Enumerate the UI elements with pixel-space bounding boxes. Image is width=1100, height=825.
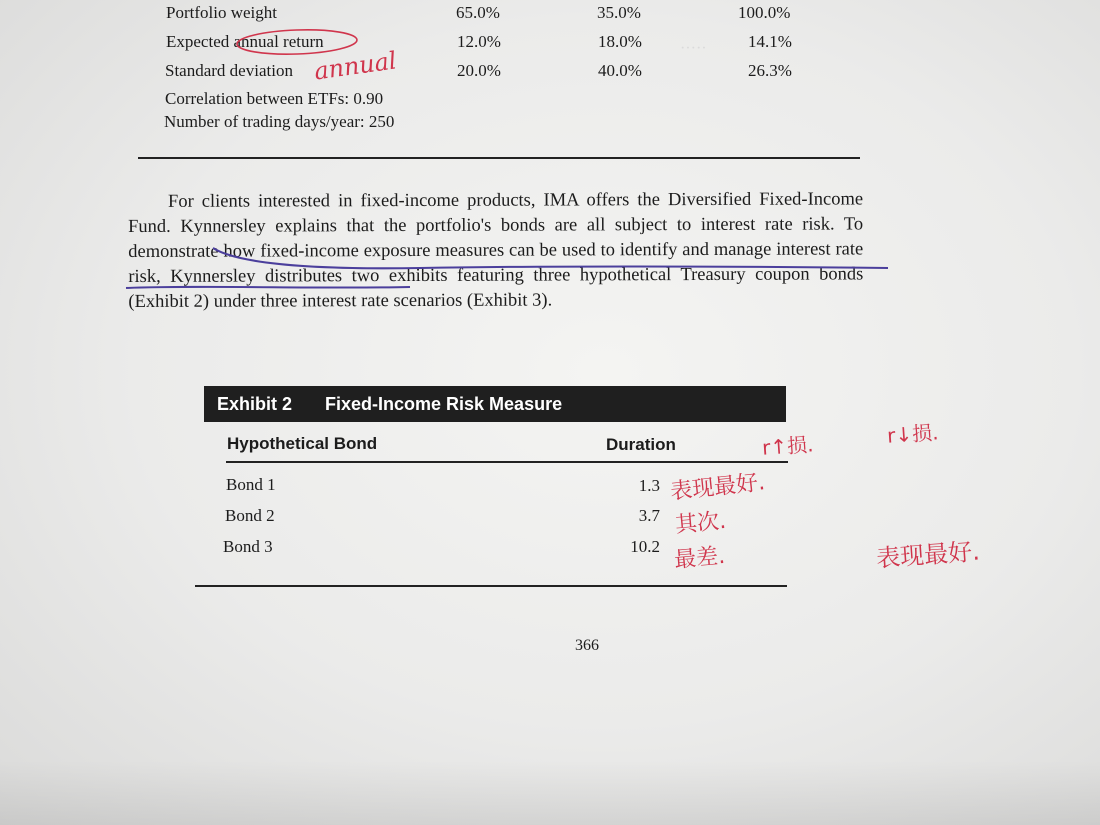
handwritten-r-up: r↑损. bbox=[761, 432, 815, 460]
row-label: Portfolio weight bbox=[166, 3, 277, 22]
cell-value: 40.0% bbox=[598, 61, 642, 80]
cell-value: 35.0% bbox=[597, 3, 641, 22]
exhibit-header-rule bbox=[226, 461, 788, 463]
bleed-through-text: ····· bbox=[680, 40, 707, 57]
row-label: Expected annual return bbox=[166, 32, 324, 51]
paragraph-text: For clients interested in fixed-income products, IMA offers the Diversified Fixed-Income Fund. Kynnersley explains that the portfolio's bonds are all subject to interest rate risk. To demonstrate how fixed-income exposure measures can be used to identify and manage interest rate risk, Kynnersley distributes two exhibits featuring three hypothetical Treasury coupon bonds (Exhibit 2) under three interest rate scenarios (Exhibit 3). bbox=[128, 189, 864, 312]
cell-value: 100.0% bbox=[738, 3, 791, 22]
cell-value: 18.0% bbox=[598, 32, 642, 51]
cell-value: 14.1% bbox=[748, 32, 792, 51]
bond-duration: 3.7 bbox=[638, 506, 660, 525]
exhibit-header-bar bbox=[204, 386, 786, 422]
bond-duration: 1.3 bbox=[638, 476, 660, 495]
handwritten-bond3-note: 最差. bbox=[673, 543, 727, 574]
page-shadow bbox=[0, 760, 1100, 825]
cell-value: 20.0% bbox=[457, 61, 501, 80]
column-header-bond: Hypothetical Bond bbox=[227, 434, 378, 453]
exhibit-bottom-rule bbox=[195, 585, 787, 587]
page-number: 366 bbox=[575, 637, 599, 654]
cell-value: 26.3% bbox=[748, 61, 792, 80]
column-header-duration: Duration bbox=[606, 435, 676, 454]
bond-duration: 10.2 bbox=[630, 537, 660, 556]
note-trading-days: Number of trading days/year: 250 bbox=[164, 112, 395, 131]
note-correlation: Correlation between ETFs: 0.90 bbox=[165, 89, 384, 108]
bond-name: Bond 3 bbox=[223, 537, 273, 556]
handwritten-r-down: r↓损. bbox=[886, 420, 940, 448]
exhibit-title: Fixed-Income Risk Measure bbox=[325, 394, 563, 414]
handwritten-right-note: 表现最好. bbox=[875, 537, 981, 573]
body-paragraph bbox=[128, 187, 863, 315]
cell-value: 65.0% bbox=[456, 3, 500, 22]
handwritten-bond1-note: 表现最好. bbox=[669, 470, 767, 505]
row-label: Standard deviation bbox=[165, 61, 293, 80]
bond-name: Bond 1 bbox=[226, 475, 276, 494]
table-bottom-rule bbox=[138, 157, 860, 159]
handwritten-annual: annual bbox=[312, 46, 399, 86]
exhibit-number: Exhibit 2 bbox=[217, 394, 293, 414]
handwritten-bond2-note: 其次. bbox=[674, 508, 728, 539]
cell-value: 12.0% bbox=[457, 32, 501, 51]
bond-name: Bond 2 bbox=[225, 506, 275, 525]
